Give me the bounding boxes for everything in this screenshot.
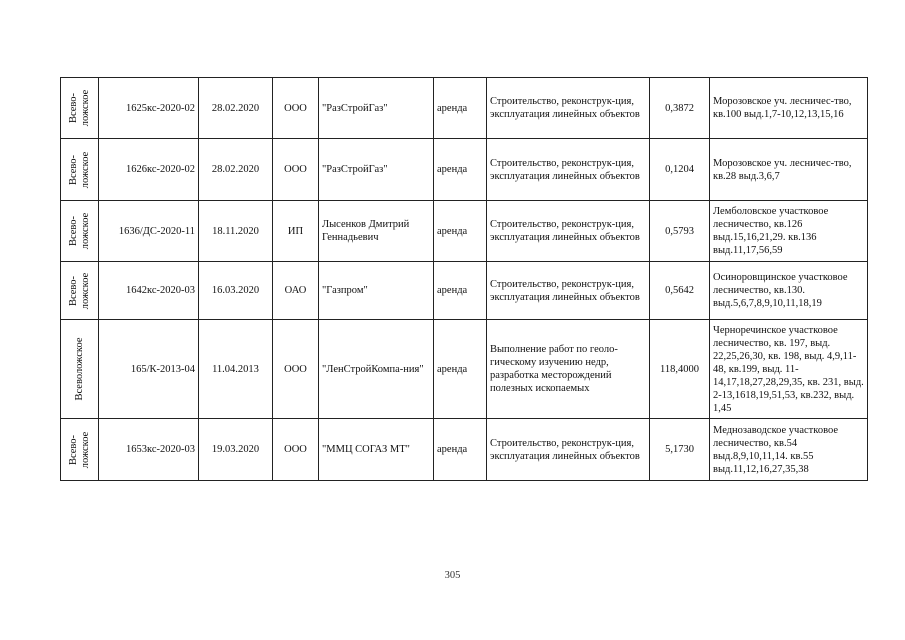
tenant-name: "РазСтройГаз" (319, 139, 434, 201)
records-body (61, 78, 868, 481)
tenant-name: "РазСтройГаз" (319, 78, 434, 139)
district-cell (61, 262, 99, 320)
use-purpose: Строительство, реконструк-ция, эксплуатация линейных объектов (487, 262, 650, 320)
district-text: Всево- ложское (67, 431, 91, 468)
record-date: 28.02.2020 (199, 139, 273, 201)
use-purpose: Строительство, реконструк-ция, эксплуатация линейных объектов (487, 139, 650, 201)
record-number: 1642кс-2020-03 (99, 262, 199, 320)
use-type: аренда (434, 201, 487, 262)
location-text: Меднозаводское участковое лесничество, кв.54 выд.8,9,10,11,14. кв.55 выд.11,12,16,27,35,38 (710, 419, 868, 481)
records-table (60, 77, 868, 481)
tenant-name: "ММЦ СОГАЗ МТ" (319, 419, 434, 481)
location-text: Лемболовское участковое лесничество, кв.126 выд.15,16,21,29. кв.136 выд.11,17,56,59 (710, 201, 868, 262)
record-number: 1626кс-2020-02 (99, 139, 199, 201)
location-text: Черноречинское участковое лесничество, кв. 197, выд. 22,25,26,30, кв. 198, выд. 4,9,11-48, кв.199, выд. 11-14,17,18,27,28,29,35, кв. 231, выд. 2-13,1618,19,51,53, кв.232, выд. 1,45 (710, 320, 868, 419)
record-date: 11.04.2013 (199, 320, 273, 419)
legal-form: ООО (273, 78, 319, 139)
district-cell (61, 419, 99, 481)
use-type: аренда (434, 262, 487, 320)
table-row (61, 419, 868, 481)
use-type: аренда (434, 139, 487, 201)
area-value: 0,3872 (650, 78, 710, 139)
page-number: 305 (444, 570, 461, 581)
tenant-name: Лысенков Дмитрий Геннадьевич (319, 201, 434, 262)
table-row (61, 262, 868, 320)
record-number: 1653кс-2020-03 (99, 419, 199, 481)
record-date: 28.02.2020 (199, 78, 273, 139)
table-row (61, 201, 868, 262)
area-value: 0,5793 (650, 201, 710, 262)
district-text: Всево- ложское (67, 151, 91, 188)
legal-form: ООО (273, 139, 319, 201)
district-text: Всеволожское (73, 337, 85, 401)
district-text: Всево- ложское (67, 272, 91, 309)
table-row (61, 320, 868, 419)
use-type: аренда (434, 419, 487, 481)
use-type: аренда (434, 78, 487, 139)
record-date: 19.03.2020 (199, 419, 273, 481)
record-date: 18.11.2020 (199, 201, 273, 262)
record-number: 165/К-2013-04 (99, 320, 199, 419)
use-type: аренда (434, 320, 487, 419)
area-value: 5,1730 (650, 419, 710, 481)
district-cell (61, 78, 99, 139)
record-number: 1625кс-2020-02 (99, 78, 199, 139)
legal-form: ОАО (273, 262, 319, 320)
use-purpose: Строительство, реконструк-ция, эксплуатация линейных объектов (487, 201, 650, 262)
table-row (61, 139, 868, 201)
district-cell (61, 139, 99, 201)
legal-form: ИП (273, 201, 319, 262)
district-text: Всево- ложское (67, 89, 91, 127)
area-value: 0,1204 (650, 139, 710, 201)
table-row (61, 78, 868, 139)
tenant-name: "Газпром" (319, 262, 434, 320)
district-text: Всево- ложское (67, 212, 91, 250)
area-value: 118,4000 (650, 320, 710, 419)
legal-form: ООО (273, 320, 319, 419)
use-purpose: Строительство, реконструк-ция, эксплуатация линейных объектов (487, 78, 650, 139)
location-text: Морозовское уч. лесничес-тво, кв.100 выд.1,7-10,12,13,15,16 (710, 78, 868, 139)
use-purpose: Выполнение работ по геоло-гическому изучению недр, разработка месторождений полезных ископаемых (487, 320, 650, 419)
use-purpose: Строительство, реконструк-ция, эксплуатация линейных объектов (487, 419, 650, 481)
record-date: 16.03.2020 (199, 262, 273, 320)
tenant-name: "ЛенСтройКомпа-ния" (319, 320, 434, 419)
district-cell (61, 201, 99, 262)
location-text: Осиноровщинское участковое лесничество, кв.130. выд.5,6,7,8,9,10,11,18,19 (710, 262, 868, 320)
location-text: Морозовское уч. лесничес-тво, кв.28 выд.3,6,7 (710, 139, 868, 201)
district-cell (61, 320, 99, 419)
legal-form: ООО (273, 419, 319, 481)
record-number: 1636/ДС-2020-11 (99, 201, 199, 262)
area-value: 0,5642 (650, 262, 710, 320)
